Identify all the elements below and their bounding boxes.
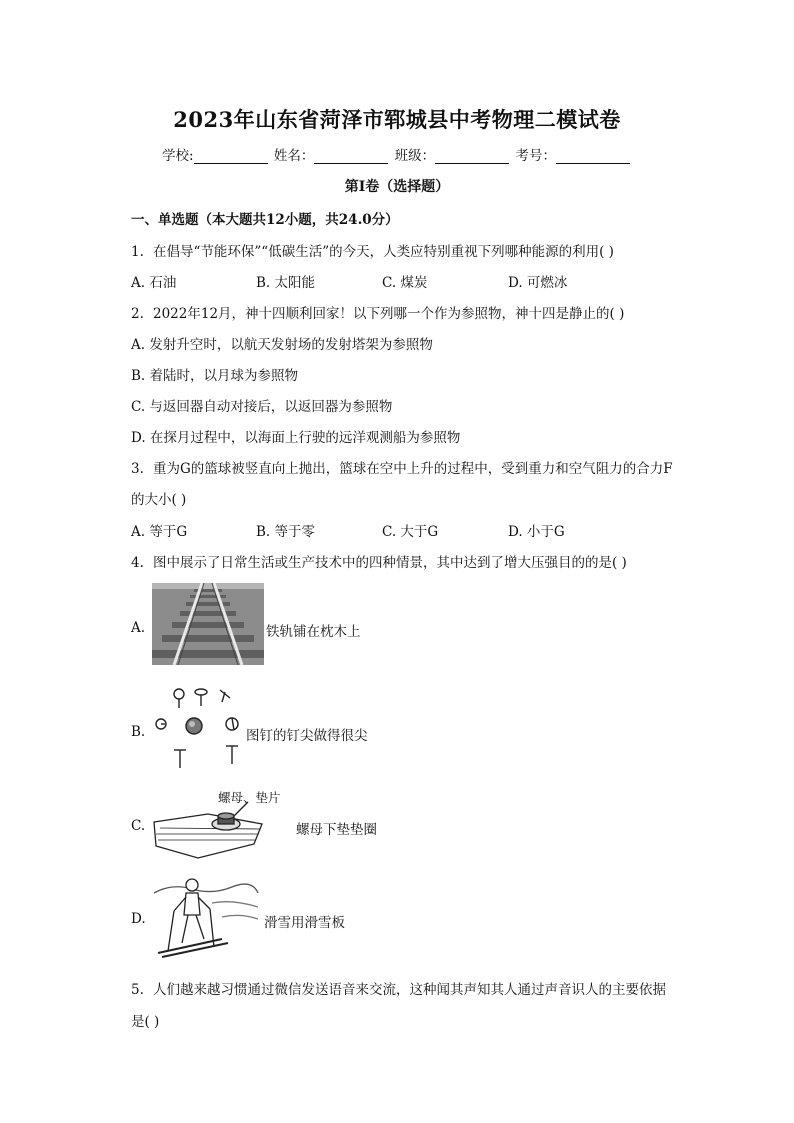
- q4-option-c-text[interactable]: 螺母下垫垫圈: [296, 822, 377, 838]
- q3-option-b[interactable]: B. 等于零: [256, 524, 316, 540]
- question-number: 4.: [131, 555, 144, 571]
- q3-option-a[interactable]: A. 等于G: [131, 524, 188, 540]
- skier-image: [152, 873, 260, 959]
- question-text-line-1: 人们越来越习惯通过微信发送语音来交流，这种闻其声知其人通过声音识人的主要依据: [153, 982, 666, 998]
- question-number: 3.: [131, 461, 144, 477]
- question-2: [131, 302, 624, 322]
- nut-washer-image: [150, 800, 266, 862]
- q4-option-d-label[interactable]: D.: [131, 911, 146, 927]
- thumbtack-image: [152, 686, 244, 774]
- section-title: 一、单选题（本大题共12小题，共24.0分）: [131, 212, 399, 228]
- q1-option-c[interactable]: C. 煤炭: [382, 275, 428, 291]
- question-5: [131, 978, 666, 998]
- question-text: 图中展示了日常生活或生产技术中的四种情景，其中达到了增大压强目的的是( ): [153, 555, 627, 571]
- question-4: [131, 551, 627, 571]
- question-number: 2.: [131, 306, 144, 322]
- q2-option-a[interactable]: A. 发射升空时，以航天发射场的发射塔架为参照物: [131, 337, 433, 353]
- q2-option-b[interactable]: B. 着陆时，以月球为参照物: [131, 368, 299, 384]
- q2-option-c[interactable]: C. 与返回器自动对接后，以返回器为参照物: [131, 399, 393, 415]
- q2-option-d[interactable]: D. 在探月过程中，以海面上行驶的远洋观测船为参照物: [131, 430, 461, 446]
- question-5-line-2: 是( ): [131, 1014, 160, 1030]
- q3-option-d[interactable]: D. 小于G: [508, 524, 565, 540]
- student-info-line: [0, 144, 794, 164]
- q4-option-b-label[interactable]: B.: [131, 724, 146, 740]
- q4-option-d-text[interactable]: 滑雪用滑雪板: [264, 915, 345, 931]
- school-blank[interactable]: [194, 149, 268, 164]
- q4-option-b-text[interactable]: 图钉的钉尖做得很尖: [246, 728, 368, 744]
- class-blank[interactable]: [435, 149, 509, 164]
- q1-option-a[interactable]: A. 石油: [131, 275, 177, 291]
- railway-track-image: [152, 583, 264, 665]
- class-label: 班级：: [394, 148, 436, 164]
- question-1: [131, 240, 614, 260]
- q1-option-b[interactable]: B. 太阳能: [256, 275, 316, 291]
- question-text: 2022年12月，神十四顺利回家！以下列哪一个作为参照物，神十四是静止的( ): [153, 306, 625, 322]
- page-title: 2023年山东省菏泽市郓城县中考物理二模试卷: [173, 107, 621, 132]
- q4-option-a-text[interactable]: 铁轨铺在枕木上: [266, 624, 361, 640]
- question-number: 1.: [131, 244, 144, 260]
- q4-option-a-label[interactable]: A.: [131, 620, 146, 636]
- name-blank[interactable]: [314, 149, 388, 164]
- name-label: 姓名：: [273, 148, 315, 164]
- q3-option-c[interactable]: C. 大于G: [382, 524, 439, 540]
- school-label: 学校:: [162, 148, 194, 164]
- nut-washer-caption: 螺母、垫片: [218, 790, 281, 805]
- exam-no-blank[interactable]: [556, 149, 630, 164]
- question-3: [131, 457, 673, 477]
- exam-no-label: 考号：: [515, 148, 556, 164]
- q4-option-c-label[interactable]: C.: [131, 818, 146, 834]
- question-text: 在倡导“节能环保”“低碳生活”的今天，人类应特别重视下列哪种能源的利用( ): [153, 244, 614, 260]
- q1-option-d[interactable]: D. 可燃冰: [508, 275, 568, 291]
- part-title: 第I卷（选择题）: [344, 179, 450, 195]
- question-text-line-1: 重为G的篮球被竖直向上抛出，篮球在空中上升的过程中，受到重力和空气阻力的合力F: [153, 461, 673, 477]
- question-3-line-2: 的大小( ): [131, 492, 187, 508]
- question-number: 5.: [131, 982, 144, 998]
